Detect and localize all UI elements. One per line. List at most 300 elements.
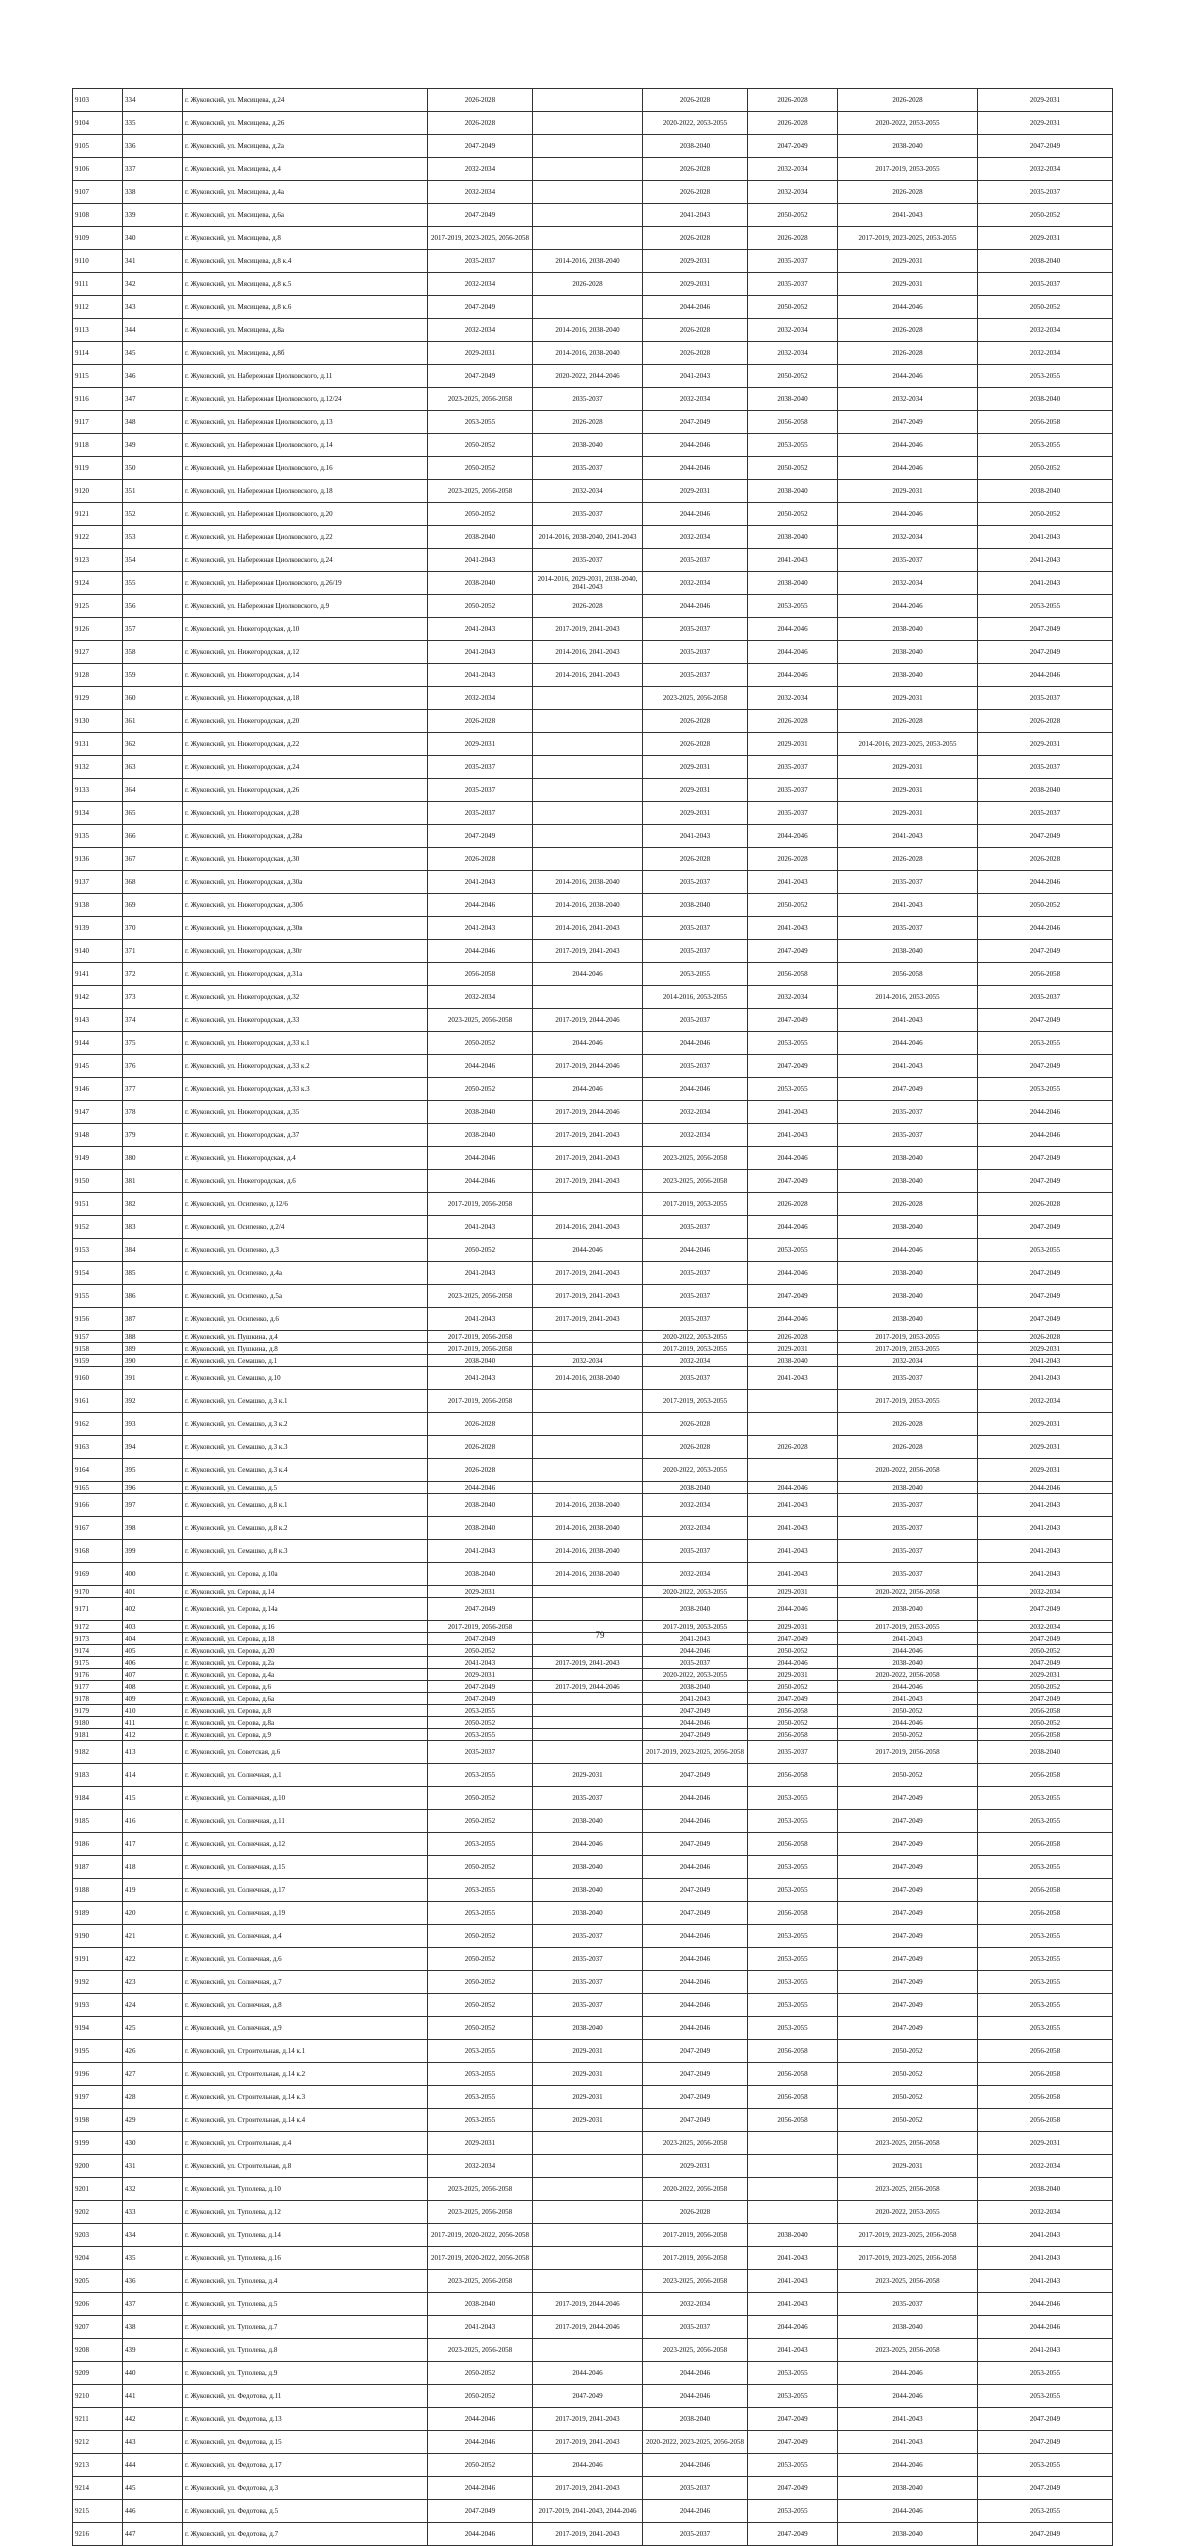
cell-year-range-3: 2044-2046 [643, 1810, 748, 1833]
cell-year-range-3: 2026-2028 [643, 2201, 748, 2224]
table-row [73, 2270, 1113, 2293]
cell-year-range-3: 2017-2019, 2053-2055 [643, 1621, 748, 1633]
cell-year-range-2: 2038-2040 [533, 2017, 643, 2040]
cell-year-range-1: 2041-2043 [428, 618, 533, 641]
cell-row-number: 421 [123, 1925, 183, 1948]
cell-record-id: 9169 [73, 1563, 123, 1586]
cell-year-range-6: 2047-2049 [978, 618, 1113, 641]
cell-record-id: 9196 [73, 2063, 123, 2086]
table-row [73, 894, 1113, 917]
cell-year-range-6: 2029-2031 [978, 89, 1113, 112]
cell-year-range-1: 2047-2049 [428, 1633, 533, 1645]
cell-year-range-6: 2041-2043 [978, 1367, 1113, 1390]
cell-year-range-2: 2044-2046 [533, 963, 643, 986]
cell-year-range-2: 2017-2019, 2041-2043 [533, 618, 643, 641]
cell-year-range-6: 2047-2049 [978, 1308, 1113, 1331]
cell-year-range-1: 2047-2049 [428, 2500, 533, 2523]
cell-record-id: 9141 [73, 963, 123, 986]
cell-year-range-6: 2026-2028 [978, 848, 1113, 871]
cell-year-range-1: 2050-2052 [428, 1239, 533, 1262]
cell-record-id: 9187 [73, 1856, 123, 1879]
cell-year-range-2 [533, 1741, 643, 1764]
table-row [73, 388, 1113, 411]
cell-year-range-5: 2041-2043 [838, 894, 978, 917]
cell-year-range-6: 2053-2055 [978, 1032, 1113, 1055]
cell-year-range-2: 2014-2016, 2029-2031, 2038-2040, 2041-2043 [533, 572, 643, 595]
cell-year-range-3: 2026-2028 [643, 848, 748, 871]
cell-year-range-2 [533, 2155, 643, 2178]
cell-year-range-1: 2017-2019, 2023-2025, 2056-2058 [428, 227, 533, 250]
cell-year-range-4: 2053-2055 [748, 1810, 838, 1833]
cell-row-number: 376 [123, 1055, 183, 1078]
cell-year-range-1: 2050-2052 [428, 1078, 533, 1101]
cell-address: г. Жуковский, ул. Солнечная, д.12 [183, 1833, 428, 1856]
cell-record-id: 9212 [73, 2431, 123, 2454]
cell-row-number: 369 [123, 894, 183, 917]
cell-year-range-1: 2023-2025, 2056-2058 [428, 2339, 533, 2362]
cell-year-range-6: 2041-2043 [978, 549, 1113, 572]
cell-year-range-4: 2053-2055 [748, 2017, 838, 2040]
cell-year-range-1: 2044-2046 [428, 894, 533, 917]
cell-record-id: 9161 [73, 1390, 123, 1413]
table-row [73, 1741, 1113, 1764]
cell-record-id: 9118 [73, 434, 123, 457]
cell-year-range-2: 2035-2037 [533, 1925, 643, 1948]
cell-row-number: 374 [123, 1009, 183, 1032]
cell-address: г. Жуковский, ул. Нижегородская, д.30 [183, 848, 428, 871]
cell-year-range-3: 2047-2049 [643, 1705, 748, 1717]
cell-year-range-6: 2053-2055 [978, 2454, 1113, 2477]
cell-address: г. Жуковский, ул. Мясищева, д.4 [183, 158, 428, 181]
cell-year-range-3: 2035-2037 [643, 1367, 748, 1390]
table-row [73, 1540, 1113, 1563]
cell-year-range-1: 2032-2034 [428, 687, 533, 710]
cell-record-id: 9142 [73, 986, 123, 1009]
cell-record-id: 9138 [73, 894, 123, 917]
cell-year-range-1: 2038-2040 [428, 1101, 533, 1124]
cell-address: г. Жуковский, ул. Солнечная, д.4 [183, 1925, 428, 1948]
cell-year-range-2 [533, 1586, 643, 1598]
cell-year-range-3: 2035-2037 [643, 871, 748, 894]
cell-address: г. Жуковский, ул. Нижегородская, д.10 [183, 618, 428, 641]
cell-address: г. Жуковский, ул. Солнечная, д.6 [183, 1948, 428, 1971]
table-row [73, 1729, 1113, 1741]
cell-year-range-5: 2047-2049 [838, 1078, 978, 1101]
cell-year-range-4: 2053-2055 [748, 1787, 838, 1810]
table-row [73, 1948, 1113, 1971]
cell-year-range-4: 2032-2034 [748, 687, 838, 710]
cell-address: г. Жуковский, ул. Нижегородская, д.4 [183, 1147, 428, 1170]
cell-year-range-4: 2044-2046 [748, 1216, 838, 1239]
table-row [73, 1586, 1113, 1598]
cell-year-range-4: 2026-2028 [748, 848, 838, 871]
cell-year-range-6: 2032-2034 [978, 2155, 1113, 2178]
cell-year-range-5: 2029-2031 [838, 250, 978, 273]
cell-year-range-4: 2041-2043 [748, 549, 838, 572]
cell-record-id: 9179 [73, 1705, 123, 1717]
table-row [73, 2247, 1113, 2270]
cell-year-range-6: 2035-2037 [978, 181, 1113, 204]
cell-record-id: 9112 [73, 296, 123, 319]
cell-address: г. Жуковский, ул. Нижегородская, д.33 к.3 [183, 1078, 428, 1101]
cell-year-range-3: 2035-2037 [643, 664, 748, 687]
table-row [73, 1971, 1113, 1994]
cell-year-range-5: 2035-2037 [838, 1494, 978, 1517]
cell-row-number: 392 [123, 1390, 183, 1413]
table-row [73, 2316, 1113, 2339]
cell-record-id: 9128 [73, 664, 123, 687]
cell-year-range-3: 2023-2025, 2056-2058 [643, 2270, 748, 2293]
cell-row-number: 377 [123, 1078, 183, 1101]
cell-year-range-2 [533, 2178, 643, 2201]
cell-year-range-4: 2053-2055 [748, 595, 838, 618]
cell-year-range-6: 2041-2043 [978, 572, 1113, 595]
cell-record-id: 9181 [73, 1729, 123, 1741]
cell-row-number: 348 [123, 411, 183, 434]
cell-year-range-4: 2041-2043 [748, 1101, 838, 1124]
cell-year-range-6: 2032-2034 [978, 342, 1113, 365]
table-row [73, 1879, 1113, 1902]
cell-year-range-3: 2026-2028 [643, 342, 748, 365]
cell-year-range-3: 2047-2049 [643, 411, 748, 434]
cell-address: г. Жуковский, ул. Набережная Циолковского, д.14 [183, 434, 428, 457]
cell-row-number: 405 [123, 1645, 183, 1657]
cell-year-range-6: 2053-2055 [978, 2362, 1113, 2385]
cell-address: г. Жуковский, ул. Семашко, д.8 к.3 [183, 1540, 428, 1563]
cell-year-range-4: 2044-2046 [748, 1262, 838, 1285]
cell-year-range-4: 2050-2052 [748, 457, 838, 480]
cell-year-range-1: 2023-2025, 2056-2058 [428, 388, 533, 411]
cell-year-range-1: 2038-2040 [428, 1517, 533, 1540]
cell-year-range-4: 2035-2037 [748, 1741, 838, 1764]
cell-address: г. Жуковский, ул. Мясищева, д.2а [183, 135, 428, 158]
cell-year-range-2: 2029-2031 [533, 2109, 643, 2132]
cell-year-range-1: 2047-2049 [428, 1693, 533, 1705]
cell-year-range-5: 2047-2049 [838, 1787, 978, 1810]
cell-year-range-1: 2050-2052 [428, 1717, 533, 1729]
cell-year-range-6: 2047-2049 [978, 1285, 1113, 1308]
cell-year-range-2 [533, 2201, 643, 2224]
cell-record-id: 9184 [73, 1787, 123, 1810]
cell-record-id: 9209 [73, 2362, 123, 2385]
cell-record-id: 9137 [73, 871, 123, 894]
cell-year-range-6: 2047-2049 [978, 1657, 1113, 1669]
cell-year-range-6: 2029-2031 [978, 1459, 1113, 1482]
cell-year-range-1: 2044-2046 [428, 2408, 533, 2431]
cell-year-range-3: 2035-2037 [643, 1009, 748, 1032]
table-row [73, 618, 1113, 641]
cell-year-range-1: 2050-2052 [428, 2454, 533, 2477]
cell-row-number: 364 [123, 779, 183, 802]
cell-year-range-1: 2026-2028 [428, 112, 533, 135]
cell-address: г. Жуковский, ул. Туполева, д.14 [183, 2224, 428, 2247]
cell-year-range-4: 2053-2055 [748, 1925, 838, 1948]
cell-record-id: 9165 [73, 1482, 123, 1494]
table-row [73, 779, 1113, 802]
cell-record-id: 9144 [73, 1032, 123, 1055]
cell-row-number: 390 [123, 1355, 183, 1367]
cell-record-id: 9105 [73, 135, 123, 158]
cell-year-range-4: 2053-2055 [748, 1239, 838, 1262]
cell-year-range-2: 2044-2046 [533, 1032, 643, 1055]
cell-year-range-4: 2044-2046 [748, 825, 838, 848]
cell-address: г. Жуковский, ул. Нижегородская, д.22 [183, 733, 428, 756]
cell-year-range-6: 2041-2043 [978, 526, 1113, 549]
cell-year-range-4: 2047-2049 [748, 1009, 838, 1032]
cell-year-range-6: 2047-2049 [978, 135, 1113, 158]
cell-year-range-6: 2056-2058 [978, 1705, 1113, 1717]
cell-address: г. Жуковский, ул. Нижегородская, д.28 [183, 802, 428, 825]
cell-row-number: 362 [123, 733, 183, 756]
cell-year-range-6: 2056-2058 [978, 1902, 1113, 1925]
table-row [73, 1367, 1113, 1390]
cell-year-range-2 [533, 1436, 643, 1459]
cell-year-range-3: 2044-2046 [643, 1032, 748, 1055]
cell-year-range-4: 2032-2034 [748, 342, 838, 365]
cell-year-range-4: 2044-2046 [748, 1482, 838, 1494]
cell-record-id: 9134 [73, 802, 123, 825]
cell-record-id: 9189 [73, 1902, 123, 1925]
table-row [73, 273, 1113, 296]
cell-year-range-2: 2038-2040 [533, 434, 643, 457]
cell-year-range-6: 2032-2034 [978, 1390, 1113, 1413]
cell-address: г. Жуковский, ул. Строительная, д.8 [183, 2155, 428, 2178]
cell-row-number: 342 [123, 273, 183, 296]
cell-year-range-2: 2038-2040 [533, 1810, 643, 1833]
table-row [73, 1285, 1113, 1308]
cell-address: г. Жуковский, ул. Набережная Циолковского, д.13 [183, 411, 428, 434]
cell-year-range-3: 2026-2028 [643, 227, 748, 250]
cell-record-id: 9136 [73, 848, 123, 871]
cell-address: г. Жуковский, ул. Строительная, д.14 к.1 [183, 2040, 428, 2063]
cell-year-range-5: 2029-2031 [838, 687, 978, 710]
cell-address: г. Жуковский, ул. Строительная, д.14 к.4 [183, 2109, 428, 2132]
cell-year-range-5: 2044-2046 [838, 1645, 978, 1657]
cell-year-range-4: 2047-2049 [748, 2523, 838, 2546]
cell-record-id: 9131 [73, 733, 123, 756]
cell-year-range-3: 2044-2046 [643, 1239, 748, 1262]
cell-record-id: 9113 [73, 319, 123, 342]
cell-year-range-2: 2035-2037 [533, 1994, 643, 2017]
cell-year-range-2 [533, 2247, 643, 2270]
cell-year-range-2: 2035-2037 [533, 1971, 643, 1994]
cell-year-range-6: 2041-2043 [978, 1540, 1113, 1563]
cell-year-range-5: 2032-2034 [838, 526, 978, 549]
cell-year-range-4: 2026-2028 [748, 1331, 838, 1343]
cell-year-range-2: 2029-2031 [533, 1764, 643, 1787]
cell-year-range-4 [748, 2201, 838, 2224]
cell-year-range-1: 2026-2028 [428, 848, 533, 871]
cell-address: г. Жуковский, ул. Осипенко, д.2/4 [183, 1216, 428, 1239]
table-row [73, 1390, 1113, 1413]
cell-year-range-5: 2035-2037 [838, 917, 978, 940]
cell-address: г. Жуковский, ул. Серова, д.10а [183, 1563, 428, 1586]
cell-address: г. Жуковский, ул. Мясищева, д.4а [183, 181, 428, 204]
cell-year-range-3: 2032-2034 [643, 1563, 748, 1586]
cell-record-id: 9176 [73, 1669, 123, 1681]
cell-year-range-1: 2053-2055 [428, 2040, 533, 2063]
schedule-table-body [73, 89, 1113, 2546]
cell-year-range-6: 2047-2049 [978, 825, 1113, 848]
cell-year-range-6: 2029-2031 [978, 112, 1113, 135]
cell-year-range-6: 2044-2046 [978, 871, 1113, 894]
cell-year-range-6: 2056-2058 [978, 1729, 1113, 1741]
cell-year-range-3: 2026-2028 [643, 158, 748, 181]
cell-year-range-3: 2047-2049 [643, 2086, 748, 2109]
cell-address: г. Жуковский, ул. Серова, д.6а [183, 1693, 428, 1705]
table-row [73, 1239, 1113, 1262]
cell-year-range-1: 2023-2025, 2056-2058 [428, 2178, 533, 2201]
cell-year-range-6: 2053-2055 [978, 1994, 1113, 2017]
page-number: 79 [595, 1630, 605, 1640]
cell-year-range-2: 2026-2028 [533, 273, 643, 296]
table-row [73, 1459, 1113, 1482]
cell-year-range-1: 2053-2055 [428, 1879, 533, 1902]
cell-year-range-1: 2041-2043 [428, 641, 533, 664]
cell-year-range-4: 2044-2046 [748, 1308, 838, 1331]
cell-year-range-3: 2026-2028 [643, 1436, 748, 1459]
table-row [73, 250, 1113, 273]
cell-year-range-6: 2050-2052 [978, 204, 1113, 227]
cell-year-range-4: 2044-2046 [748, 1598, 838, 1621]
cell-year-range-3: 2035-2037 [643, 1055, 748, 1078]
cell-year-range-4: 2035-2037 [748, 779, 838, 802]
cell-year-range-5: 2017-2019, 2053-2055 [838, 158, 978, 181]
cell-year-range-1: 2050-2052 [428, 434, 533, 457]
cell-year-range-4: 2047-2049 [748, 1633, 838, 1645]
cell-year-range-5: 2038-2040 [838, 135, 978, 158]
cell-row-number: 398 [123, 1517, 183, 1540]
cell-record-id: 9164 [73, 1459, 123, 1482]
cell-year-range-3: 2038-2040 [643, 894, 748, 917]
cell-address: г. Жуковский, ул. Туполева, д.9 [183, 2362, 428, 2385]
cell-address: г. Жуковский, ул. Серова, д.4а [183, 1669, 428, 1681]
cell-year-range-2: 2014-2016, 2041-2043 [533, 664, 643, 687]
cell-year-range-4: 2038-2040 [748, 1355, 838, 1367]
cell-year-range-2: 2035-2037 [533, 503, 643, 526]
cell-year-range-5: 2038-2040 [838, 940, 978, 963]
cell-year-range-5: 2047-2049 [838, 2017, 978, 2040]
table-row [73, 1717, 1113, 1729]
cell-address: г. Жуковский, ул. Осипенко, д.3 [183, 1239, 428, 1262]
cell-year-range-5: 2020-2022, 2056-2058 [838, 1459, 978, 1482]
table-row [73, 1994, 1113, 2017]
cell-year-range-4 [748, 2178, 838, 2201]
cell-year-range-6: 2047-2049 [978, 940, 1113, 963]
cell-record-id: 9208 [73, 2339, 123, 2362]
cell-year-range-2 [533, 779, 643, 802]
cell-year-range-3: 2047-2049 [643, 1729, 748, 1741]
cell-year-range-2: 2017-2019, 2044-2046 [533, 1101, 643, 1124]
cell-year-range-4: 2050-2052 [748, 1681, 838, 1693]
cell-year-range-3: 2038-2040 [643, 1681, 748, 1693]
cell-record-id: 9151 [73, 1193, 123, 1216]
cell-address: г. Жуковский, ул. Набережная Циолковского, д.22 [183, 526, 428, 549]
cell-year-range-2 [533, 1669, 643, 1681]
cell-year-range-2: 2014-2016, 2041-2043 [533, 1216, 643, 1239]
cell-address: г. Жуковский, ул. Семашко, д.5 [183, 1482, 428, 1494]
cell-year-range-6: 2035-2037 [978, 802, 1113, 825]
cell-year-range-6: 2053-2055 [978, 365, 1113, 388]
cell-year-range-3: 2044-2046 [643, 1787, 748, 1810]
cell-year-range-4: 2041-2043 [748, 917, 838, 940]
table-row [73, 2385, 1113, 2408]
cell-record-id: 9170 [73, 1586, 123, 1598]
cell-address: г. Жуковский, ул. Мясищева, д.8 к.4 [183, 250, 428, 273]
cell-year-range-5: 2038-2040 [838, 2523, 978, 2546]
cell-year-range-6: 2047-2049 [978, 641, 1113, 664]
cell-year-range-3: 2017-2019, 2053-2055 [643, 1343, 748, 1355]
cell-year-range-4: 2026-2028 [748, 227, 838, 250]
cell-year-range-4: 2029-2031 [748, 1621, 838, 1633]
cell-year-range-1: 2035-2037 [428, 250, 533, 273]
cell-address: г. Жуковский, ул. Пушкина, д.8 [183, 1343, 428, 1355]
cell-year-range-1: 2017-2019, 2020-2022, 2056-2058 [428, 2247, 533, 2270]
cell-row-number: 385 [123, 1262, 183, 1285]
cell-year-range-2: 2017-2019, 2041-2043 [533, 1657, 643, 1669]
table-row [73, 1436, 1113, 1459]
cell-year-range-4: 2050-2052 [748, 503, 838, 526]
cell-year-range-1: 2032-2034 [428, 158, 533, 181]
cell-record-id: 9147 [73, 1101, 123, 1124]
cell-year-range-6: 2041-2043 [978, 2270, 1113, 2293]
cell-year-range-6: 2056-2058 [978, 2086, 1113, 2109]
cell-year-range-5: 2035-2037 [838, 871, 978, 894]
cell-row-number: 367 [123, 848, 183, 871]
cell-year-range-4: 2038-2040 [748, 526, 838, 549]
cell-year-range-5: 2029-2031 [838, 802, 978, 825]
cell-row-number: 335 [123, 112, 183, 135]
cell-record-id: 9116 [73, 388, 123, 411]
cell-year-range-1: 2017-2019, 2056-2058 [428, 1193, 533, 1216]
cell-row-number: 397 [123, 1494, 183, 1517]
cell-record-id: 9216 [73, 2523, 123, 2546]
cell-year-range-5: 2032-2034 [838, 572, 978, 595]
cell-year-range-2 [533, 687, 643, 710]
cell-year-range-2 [533, 204, 643, 227]
cell-year-range-1: 2044-2046 [428, 1170, 533, 1193]
cell-year-range-5: 2050-2052 [838, 2086, 978, 2109]
cell-year-range-2: 2038-2040 [533, 1879, 643, 1902]
cell-row-number: 354 [123, 549, 183, 572]
cell-record-id: 9192 [73, 1971, 123, 1994]
cell-year-range-3: 2035-2037 [643, 1216, 748, 1239]
cell-year-range-5: 2038-2040 [838, 1285, 978, 1308]
cell-year-range-3: 2017-2019, 2056-2058 [643, 2224, 748, 2247]
table-row [73, 664, 1113, 687]
cell-year-range-4: 2047-2049 [748, 2408, 838, 2431]
cell-year-range-5: 2044-2046 [838, 1717, 978, 1729]
table-row [73, 963, 1113, 986]
cell-year-range-5: 2026-2028 [838, 319, 978, 342]
cell-year-range-5: 2044-2046 [838, 2454, 978, 2477]
cell-year-range-3: 2047-2049 [643, 1764, 748, 1787]
cell-year-range-5: 2041-2043 [838, 1055, 978, 1078]
cell-year-range-2: 2014-2016, 2038-2040 [533, 894, 643, 917]
cell-year-range-2: 2020-2022, 2044-2046 [533, 365, 643, 388]
cell-row-number: 413 [123, 1741, 183, 1764]
cell-row-number: 432 [123, 2178, 183, 2201]
cell-year-range-5: 2032-2034 [838, 1355, 978, 1367]
cell-year-range-5: 2026-2028 [838, 89, 978, 112]
cell-year-range-3: 2023-2025, 2056-2058 [643, 1170, 748, 1193]
cell-year-range-6: 2047-2049 [978, 1170, 1113, 1193]
cell-year-range-6: 2047-2049 [978, 1598, 1113, 1621]
table-row [73, 2523, 1113, 2546]
cell-year-range-5: 2035-2037 [838, 2293, 978, 2316]
cell-row-number: 442 [123, 2408, 183, 2431]
cell-row-number: 402 [123, 1598, 183, 1621]
